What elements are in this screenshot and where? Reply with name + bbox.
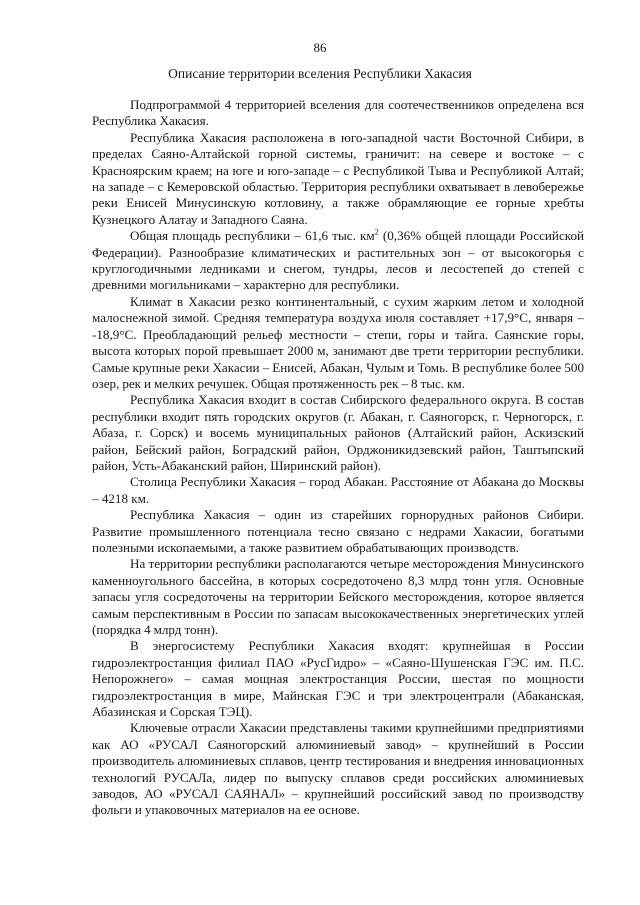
- page-number: 86: [313, 40, 327, 55]
- paragraph-area: [92, 228, 584, 294]
- paragraph-climate: Климат в Хакасии резко континентальный, с сухим жарким летом и холодной малоснежной зимой. Средняя температура воздуха июля составляет +17,9°С, января – -18,9°С. Преобладающий рельеф местности – степи, горы и тайга. Саянские горы, высота которых порой превышает 2000 м, занимают две трети территории республики. Самые крупные реки Хакасии – Енисей, Абакан, Чулым и Томь. В республике более 500 озер, рек и мелких речушек. Общая протяженность рек – 8 тыс. км.: [92, 293, 584, 391]
- paragraph-energy-system: В энергосистему Республики Хакасия входят: крупнейшая в России гидроэлектростанция филиал ПАО «РусГидро» – «Саяно-Шушенская ГЭС им. П.С. Непорожнего» – самая мощная электростанция России, шестая по мощности гидроэлектростанция в мире, Майнская ГЭС и три электроцентрали (Абаканская, Абазинская и Сорская ТЭЦ).: [92, 638, 584, 720]
- document-body: [92, 97, 584, 819]
- paragraph-location: Республика Хакасия расположена в юго-западной части Восточной Сибири, в пределах Саяно-Алтайской горной системы, граничит: на севере и востоке – с Красноярским краем; на юге и юго-западе – с Республикой Тыва и Республикой Алтай; на западе – с Кемеровской областью. Территория республики охватывает в левобережье реки Енисей Минусинскую котловину, а также обрамляющие ее горные хребты Кузнецкого Алатау и Западного Саяна.: [92, 129, 584, 227]
- paragraph-resettlement-territory: Подпрограммой 4 территорией вселения для соотечественников определена вся Республика Хакасия.: [92, 97, 584, 129]
- scan-artifact: · · ·: [172, 836, 176, 858]
- area-unit-superscript: 2: [374, 227, 379, 237]
- paragraph-coal-deposits: На территории республики располагаются четыре месторождения Минусинского каменноугольного бассейна, в которых сосредоточено 8,3 млрд тонн угля. Основные запасы угля сосредоточены на территории Бейского месторождения, которое является самым перспективным в России по запасам высококачественных энергетических углей (порядка 4 млрд тонн).: [92, 556, 584, 637]
- paragraph-capital: Столица Республики Хакасия – город Абакан. Расстояние от Абакана до Москвы – 4218 км.: [92, 474, 584, 506]
- section-heading: Описание территории вселения Республики Хакасия: [168, 66, 472, 81]
- area-text-start: Общая площадь республики – 61,6 тыс. км: [130, 228, 375, 244]
- paragraph-key-industries: Ключевые отрасли Хакасии представлены такими крупнейшими предприятиями как АО «РУСАЛ Саяногорский алюминиевый завод» – крупнейший в России производитель алюминиевых сплавов, центр тестирования и внедрения инновационных технологий РУСАЛа, лидер по выпуску сплавов среди российских алюминиевых заводов, АО «РУСАЛ САЯНАЛ» – крупнейший российский завод по производству фольги и упаковочных материалов на ее основе.: [92, 720, 584, 818]
- paragraph-administrative-division: Республика Хакасия входит в состав Сибирского федерального округа. В состав республики входит пять городских округов (г. Абакан, г. Саяногорск, г. Черногорск, г. Абаза, г. Сорск) и восемь муниципальных районов (Алтайский район, Аскизский район, Бейский район, Боградский район, Орджоникидзевский район, Таштыпский район, Усть-Абаканский район, Ширинский район).: [92, 392, 584, 473]
- paragraph-mining-history: Республика Хакасия – один из старейших горнорудных районов Сибири. Развитие промышленного потенциала тесно связано с недрами Хакасии, богатыми полезными ископаемыми, а также развитием обрабатывающих производств.: [92, 507, 584, 555]
- area-text-end: (0,36% общей площади Российской Федерации). Разнообразие климатических и растительных зон – от высокогорья с круглогодичными ледниками и снегом, тундры, лесов и лесостепей до степей с древними могильниками – характерно для республики.: [92, 228, 585, 293]
